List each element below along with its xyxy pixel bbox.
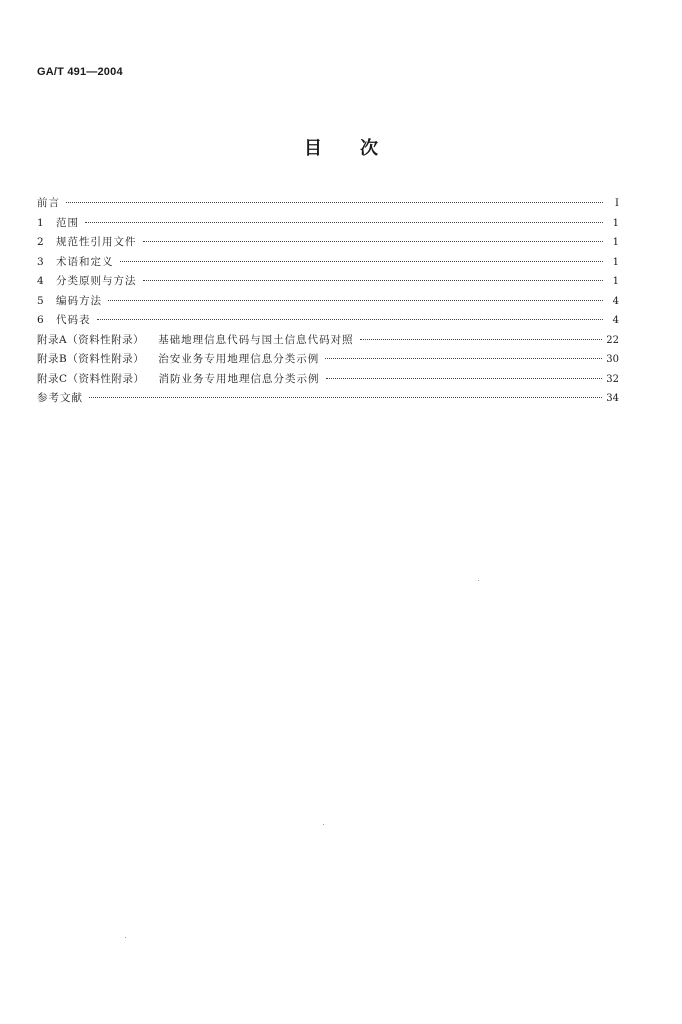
toc-entry-number: 5 [37,294,44,307]
toc-entry-page: 32 [606,373,619,385]
toc-entry-page: 4 [612,295,619,307]
scan-speck [478,580,479,581]
toc-entry-number: 4 [37,275,44,287]
toc-entry-code-table[interactable] [37,311,619,331]
toc-entry-annex-label: 附录A（资料性附录） [37,333,145,346]
toc-entry-page: I [615,198,619,209]
toc-entry-classification-principles[interactable] [37,272,619,292]
toc-entry-page: 22 [606,334,619,346]
toc-entry-page: 30 [606,354,619,365]
dot-leader [120,261,604,262]
toc-entry-number: 6 [37,314,44,326]
page-title: 目次 [304,138,416,159]
toc-entry-text: 消防业务专用地理信息分类示例 [158,372,320,385]
toc-entry-foreword[interactable] [37,194,619,214]
toc-entry-text: 规范性引用文件 [56,236,137,248]
toc-entry-annex-label: 附录B（资料性附录） [37,353,145,365]
toc-entry-text: 分类原则与方法 [56,275,137,287]
toc-entry-annex-label: 附录C（资料性附录） [37,372,145,385]
toc-entry-text: 术语和定义 [56,255,114,268]
toc-entry-number: 2 [37,236,44,248]
dot-leader [97,319,604,320]
dot-leader [360,339,603,340]
toc-entry-number: 1 [37,216,44,229]
toc-entry-text: 范围 [56,216,79,229]
dot-leader [66,202,603,203]
toc-entry-coding-method[interactable] [37,292,619,312]
toc-entry-page: 1 [612,256,619,268]
dot-leader [89,397,602,398]
toc-entry-bibliography[interactable] [37,389,619,409]
dot-leader [85,222,603,223]
toc-entry-text: 编码方法 [56,294,102,307]
scan-speck [323,824,324,825]
toc-entry-annex-a[interactable] [37,331,619,351]
toc-entry-text: 代码表 [56,314,91,326]
toc-entry-page: 4 [612,315,619,326]
toc-entry-normative-references[interactable] [37,233,619,253]
toc-entry-terms-definitions[interactable] [37,253,619,273]
toc-entry-annex-b[interactable] [37,350,619,370]
table-of-contents [37,194,619,409]
dot-leader [108,300,603,301]
toc-entry-page: 1 [612,237,619,248]
toc-entry-page: 34 [606,393,619,404]
toc-entry-page: 1 [612,217,619,229]
standard-number: GA/T 491—2004 [37,66,123,78]
dot-leader [325,358,602,359]
toc-entry-number: 3 [37,255,44,268]
toc-entry-text: 参考文献 [37,392,83,404]
toc-entry-page: 1 [612,276,619,287]
toc-entry-text: 前言 [37,197,60,209]
dot-leader [143,241,604,242]
toc-entry-text: 治安业务专用地理信息分类示例 [158,353,320,365]
scan-speck [125,937,126,938]
toc-entry-scope[interactable] [37,214,619,234]
dot-leader [326,378,603,379]
dot-leader [143,280,604,281]
toc-entry-text: 基础地理信息代码与国土信息代码对照 [158,333,354,346]
toc-entry-annex-c[interactable] [37,370,619,390]
